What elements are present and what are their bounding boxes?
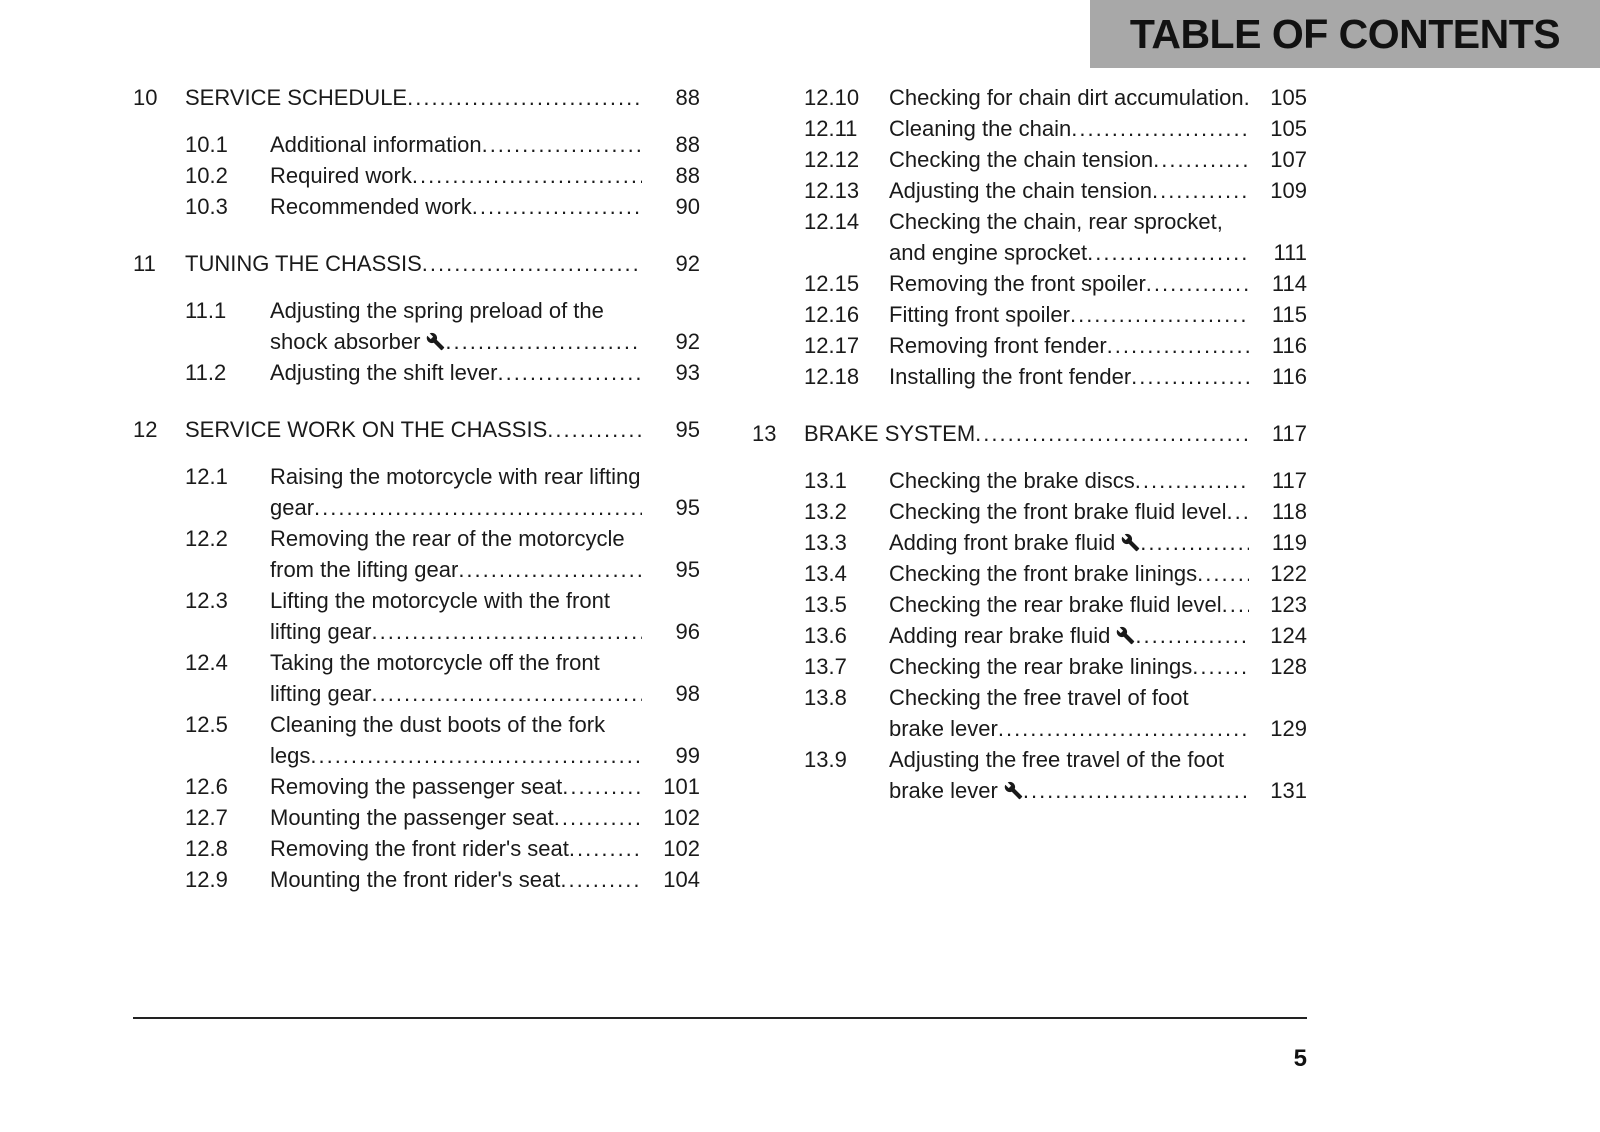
entry-page-number: 119 — [1271, 530, 1307, 555]
entry-title: Installing the front fender — [889, 364, 1132, 389]
entry-body — [270, 771, 642, 802]
toc-sub-entry — [804, 465, 1307, 496]
toc-sub-entry — [804, 206, 1307, 268]
entry-title: Adjusting the free travel of the foot brake lever — [889, 747, 1225, 803]
footer-page-number: 5 — [1293, 1045, 1307, 1072]
entry-title: Adding rear brake fluid — [889, 623, 1111, 648]
entry-title: Adding front brake fluid — [889, 530, 1116, 555]
entry-page-number: 114 — [1271, 271, 1307, 296]
entry-page-number: 122 — [1270, 561, 1307, 586]
entry-title: Checking the free travel of foot brake lever — [889, 685, 1189, 741]
entry-page-number: 116 — [1271, 333, 1307, 358]
entry-page-number: 123 — [1270, 592, 1307, 617]
entry-title: Removing the front spoiler — [889, 271, 1146, 296]
entry-body — [889, 144, 1249, 175]
toc-sub-entry — [804, 651, 1307, 682]
entry-title: Checking the rear brake linings — [889, 654, 1193, 679]
entry-number: 12.15 — [804, 271, 860, 296]
entry-title: Mounting the front rider's seat — [270, 867, 561, 892]
entry-title: Cleaning the dust boots of the fork legs — [270, 712, 606, 768]
entry-title: SERVICE WORK ON THE CHASSIS — [185, 417, 548, 442]
toc-sub-entry — [804, 620, 1307, 651]
entry-title: Adjusting the shift lever — [270, 360, 498, 385]
entry-title: Checking for chain dirt accumulation — [889, 85, 1244, 110]
entry-page-number: 102 — [663, 805, 700, 830]
toc-sub-entry — [185, 585, 700, 647]
toc-sub-entry — [804, 361, 1307, 392]
entry-title: Checking the chain tension — [889, 147, 1154, 172]
footer-divider — [133, 1017, 1307, 1019]
toc-column-right — [752, 82, 1307, 895]
entry-body — [804, 418, 1249, 449]
toc-sub-entry — [185, 295, 700, 357]
entry-body — [270, 129, 642, 160]
entry-body — [270, 585, 642, 647]
entry-title: Checking the front brake fluid level — [889, 499, 1227, 524]
toc-sub-entry — [185, 160, 700, 191]
entry-page-number: 111 — [1273, 240, 1307, 265]
entry-title: Checking the rear brake fluid level — [889, 592, 1222, 617]
page-header-banner — [1090, 0, 1600, 68]
entry-page-number: 131 — [1270, 778, 1307, 803]
entry-page-number: 107 — [1270, 147, 1307, 172]
entry-number: 12.5 — [185, 712, 228, 737]
entry-number: 10.1 — [185, 132, 228, 157]
entry-body — [889, 268, 1249, 299]
entry-page-number: 117 — [1271, 421, 1307, 446]
entry-body — [889, 82, 1249, 113]
entry-number: 12.3 — [185, 588, 228, 613]
entry-number: 13.3 — [804, 530, 847, 555]
entry-number: 13.5 — [804, 592, 847, 617]
entry-body — [889, 496, 1249, 527]
entry-body — [889, 527, 1249, 558]
entry-body — [889, 175, 1249, 206]
entry-number: 12.10 — [804, 85, 860, 110]
toc-sub-entry — [185, 771, 700, 802]
entry-page-number: 99 — [675, 743, 700, 768]
entry-number: 10.3 — [185, 194, 228, 219]
entry-title: Recommended work — [270, 194, 472, 219]
entry-body — [270, 357, 642, 388]
toc-sub-entry — [185, 523, 700, 585]
entry-title: Mounting the passenger seat — [270, 805, 554, 830]
entry-title: SERVICE SCHEDULE — [185, 85, 408, 110]
toc-sub-entry — [185, 833, 700, 864]
entry-body — [889, 299, 1249, 330]
toc-sub-entry — [804, 558, 1307, 589]
entry-title: Lifting the motorcycle with the front lifting gear — [270, 588, 610, 644]
entry-number: 13.1 — [804, 468, 847, 493]
entry-title: Removing the rear of the motorcycle from the lifting gear — [270, 526, 625, 582]
entry-page-number: 92 — [675, 329, 700, 354]
wrench-icon — [1121, 533, 1140, 552]
entry-body — [270, 523, 642, 585]
entry-number: 12.6 — [185, 774, 228, 799]
entry-number: 12.11 — [804, 116, 858, 141]
toc-sub-entry — [185, 191, 700, 222]
page-title: TABLE OF CONTENTS — [1129, 10, 1561, 57]
entry-body — [889, 330, 1249, 361]
entry-number: 11.1 — [185, 298, 227, 323]
toc-sub-entry — [804, 144, 1307, 175]
entry-number: 12.1 — [185, 464, 228, 489]
entry-body — [270, 461, 642, 523]
entry-number: 12.17 — [804, 333, 860, 358]
entry-title: Removing the passenger seat — [270, 774, 563, 799]
entry-number: 12.9 — [185, 867, 228, 892]
toc-sub-entry — [804, 82, 1307, 113]
toc-sub-entry — [185, 461, 700, 523]
entry-number: 12.13 — [804, 178, 860, 203]
toc-sub-entry — [185, 129, 700, 160]
toc-sub-entry — [804, 496, 1307, 527]
entry-title: Raising the motorcycle with rear lifting gear — [270, 464, 641, 520]
wrench-icon — [426, 332, 445, 351]
entry-number: 10.2 — [185, 163, 228, 188]
toc-sub-entry — [185, 647, 700, 709]
toc-sub-entry — [804, 268, 1307, 299]
entry-body — [889, 620, 1249, 651]
entry-number: 13.8 — [804, 685, 847, 710]
entry-title: Removing the front rider's seat — [270, 836, 569, 861]
entry-body — [270, 833, 642, 864]
toc-sub-entry — [804, 330, 1307, 361]
entry-number: 12.18 — [804, 364, 860, 389]
entry-page-number: 88 — [675, 163, 700, 188]
entry-page-number: 95 — [675, 495, 700, 520]
entry-page-number: 128 — [1270, 654, 1307, 679]
entry-body — [270, 191, 642, 222]
entry-page-number: 116 — [1271, 364, 1307, 389]
entry-number: 13.9 — [804, 747, 847, 772]
entry-page-number: 104 — [663, 867, 700, 892]
entry-title: Checking the brake discs — [889, 468, 1135, 493]
toc-sub-entry — [804, 744, 1307, 806]
entry-body — [185, 248, 642, 279]
entry-number: 12.12 — [804, 147, 860, 172]
entry-number: 12.4 — [185, 650, 228, 675]
entry-page-number: 129 — [1270, 716, 1307, 741]
entry-body — [889, 651, 1249, 682]
entry-body — [889, 682, 1249, 744]
entry-page-number: 101 — [663, 774, 700, 799]
entry-number: 13.6 — [804, 623, 847, 648]
entry-title: TUNING THE CHASSIS — [185, 251, 422, 276]
entry-title: Checking the front brake linings — [889, 561, 1198, 586]
entry-number: 12 — [133, 417, 158, 442]
entry-title: Additional information — [270, 132, 482, 157]
entry-title: Taking the motorcycle off the front lifting gear — [270, 650, 600, 706]
entry-page-number: 118 — [1271, 499, 1307, 524]
entry-title: BRAKE SYSTEM — [804, 421, 976, 446]
wrench-icon — [1116, 626, 1135, 645]
entry-page-number: 105 — [1270, 85, 1307, 110]
entry-number: 12.2 — [185, 526, 228, 551]
toc-sub-entry — [804, 589, 1307, 620]
entry-title: Adjusting the chain tension — [889, 178, 1152, 203]
entry-body — [270, 160, 642, 191]
entry-body — [270, 647, 642, 709]
entry-page-number: 93 — [675, 360, 700, 385]
entry-title: Cleaning the chain — [889, 116, 1072, 141]
entry-title: Removing front fender — [889, 333, 1107, 358]
entry-body — [270, 864, 642, 895]
entry-number: 10 — [133, 85, 158, 110]
entry-body — [185, 82, 642, 113]
entry-page-number: 90 — [675, 194, 700, 219]
entry-body — [889, 744, 1249, 806]
toc-column-left — [133, 82, 700, 895]
toc-chapter-entry — [133, 248, 700, 279]
entry-body — [889, 589, 1249, 620]
entry-number: 12.14 — [804, 209, 860, 234]
entry-body — [270, 802, 642, 833]
entry-body — [889, 465, 1249, 496]
entry-title: Required work — [270, 163, 412, 188]
entry-page-number: 115 — [1271, 302, 1307, 327]
entry-page-number: 105 — [1270, 116, 1307, 141]
entry-number: 13.2 — [804, 499, 847, 524]
entry-title: Fitting front spoiler — [889, 302, 1070, 327]
toc-sub-entry — [804, 175, 1307, 206]
entry-number: 12.16 — [804, 302, 860, 327]
entry-number: 11 — [133, 251, 156, 276]
entry-title: Adjusting the spring preload of the shock absorber — [270, 298, 604, 354]
toc-sub-entry — [804, 113, 1307, 144]
entry-number: 12.7 — [185, 805, 228, 830]
entry-body — [889, 361, 1249, 392]
entry-page-number: 124 — [1270, 623, 1307, 648]
entry-body — [889, 113, 1249, 144]
entry-number: 13 — [752, 421, 777, 446]
wrench-icon — [1004, 781, 1023, 800]
entry-number: 11.2 — [185, 360, 227, 385]
toc-chapter-entry — [133, 414, 700, 445]
entry-body — [889, 206, 1249, 268]
entry-page-number: 88 — [675, 85, 700, 110]
entry-number: 12.8 — [185, 836, 228, 861]
entry-body — [270, 295, 642, 357]
entry-page-number: 102 — [663, 836, 700, 861]
toc-sub-entry — [185, 864, 700, 895]
entry-page-number: 109 — [1270, 178, 1307, 203]
toc-sub-entry — [804, 682, 1307, 744]
entry-page-number: 95 — [675, 417, 700, 442]
entry-body — [185, 414, 642, 445]
toc-chapter-entry — [133, 82, 700, 113]
entry-page-number: 117 — [1271, 468, 1307, 493]
entry-page-number: 92 — [675, 251, 700, 276]
toc-chapter-entry — [752, 418, 1307, 449]
entry-title: Checking the chain, rear sprocket, and engine sprocket — [889, 209, 1223, 265]
toc-sub-entry — [185, 709, 700, 771]
entry-number: 13.4 — [804, 561, 847, 586]
entry-body — [270, 709, 642, 771]
entry-page-number: 96 — [675, 619, 700, 644]
toc-sub-entry — [804, 299, 1307, 330]
toc-sub-entry — [185, 357, 700, 388]
entry-page-number: 95 — [675, 557, 700, 582]
entry-body — [889, 558, 1249, 589]
toc-sub-entry — [804, 527, 1307, 558]
toc-columns — [133, 82, 1307, 895]
toc-sub-entry — [185, 802, 700, 833]
entry-number: 13.7 — [804, 654, 847, 679]
entry-page-number: 88 — [675, 132, 700, 157]
entry-page-number: 98 — [675, 681, 700, 706]
